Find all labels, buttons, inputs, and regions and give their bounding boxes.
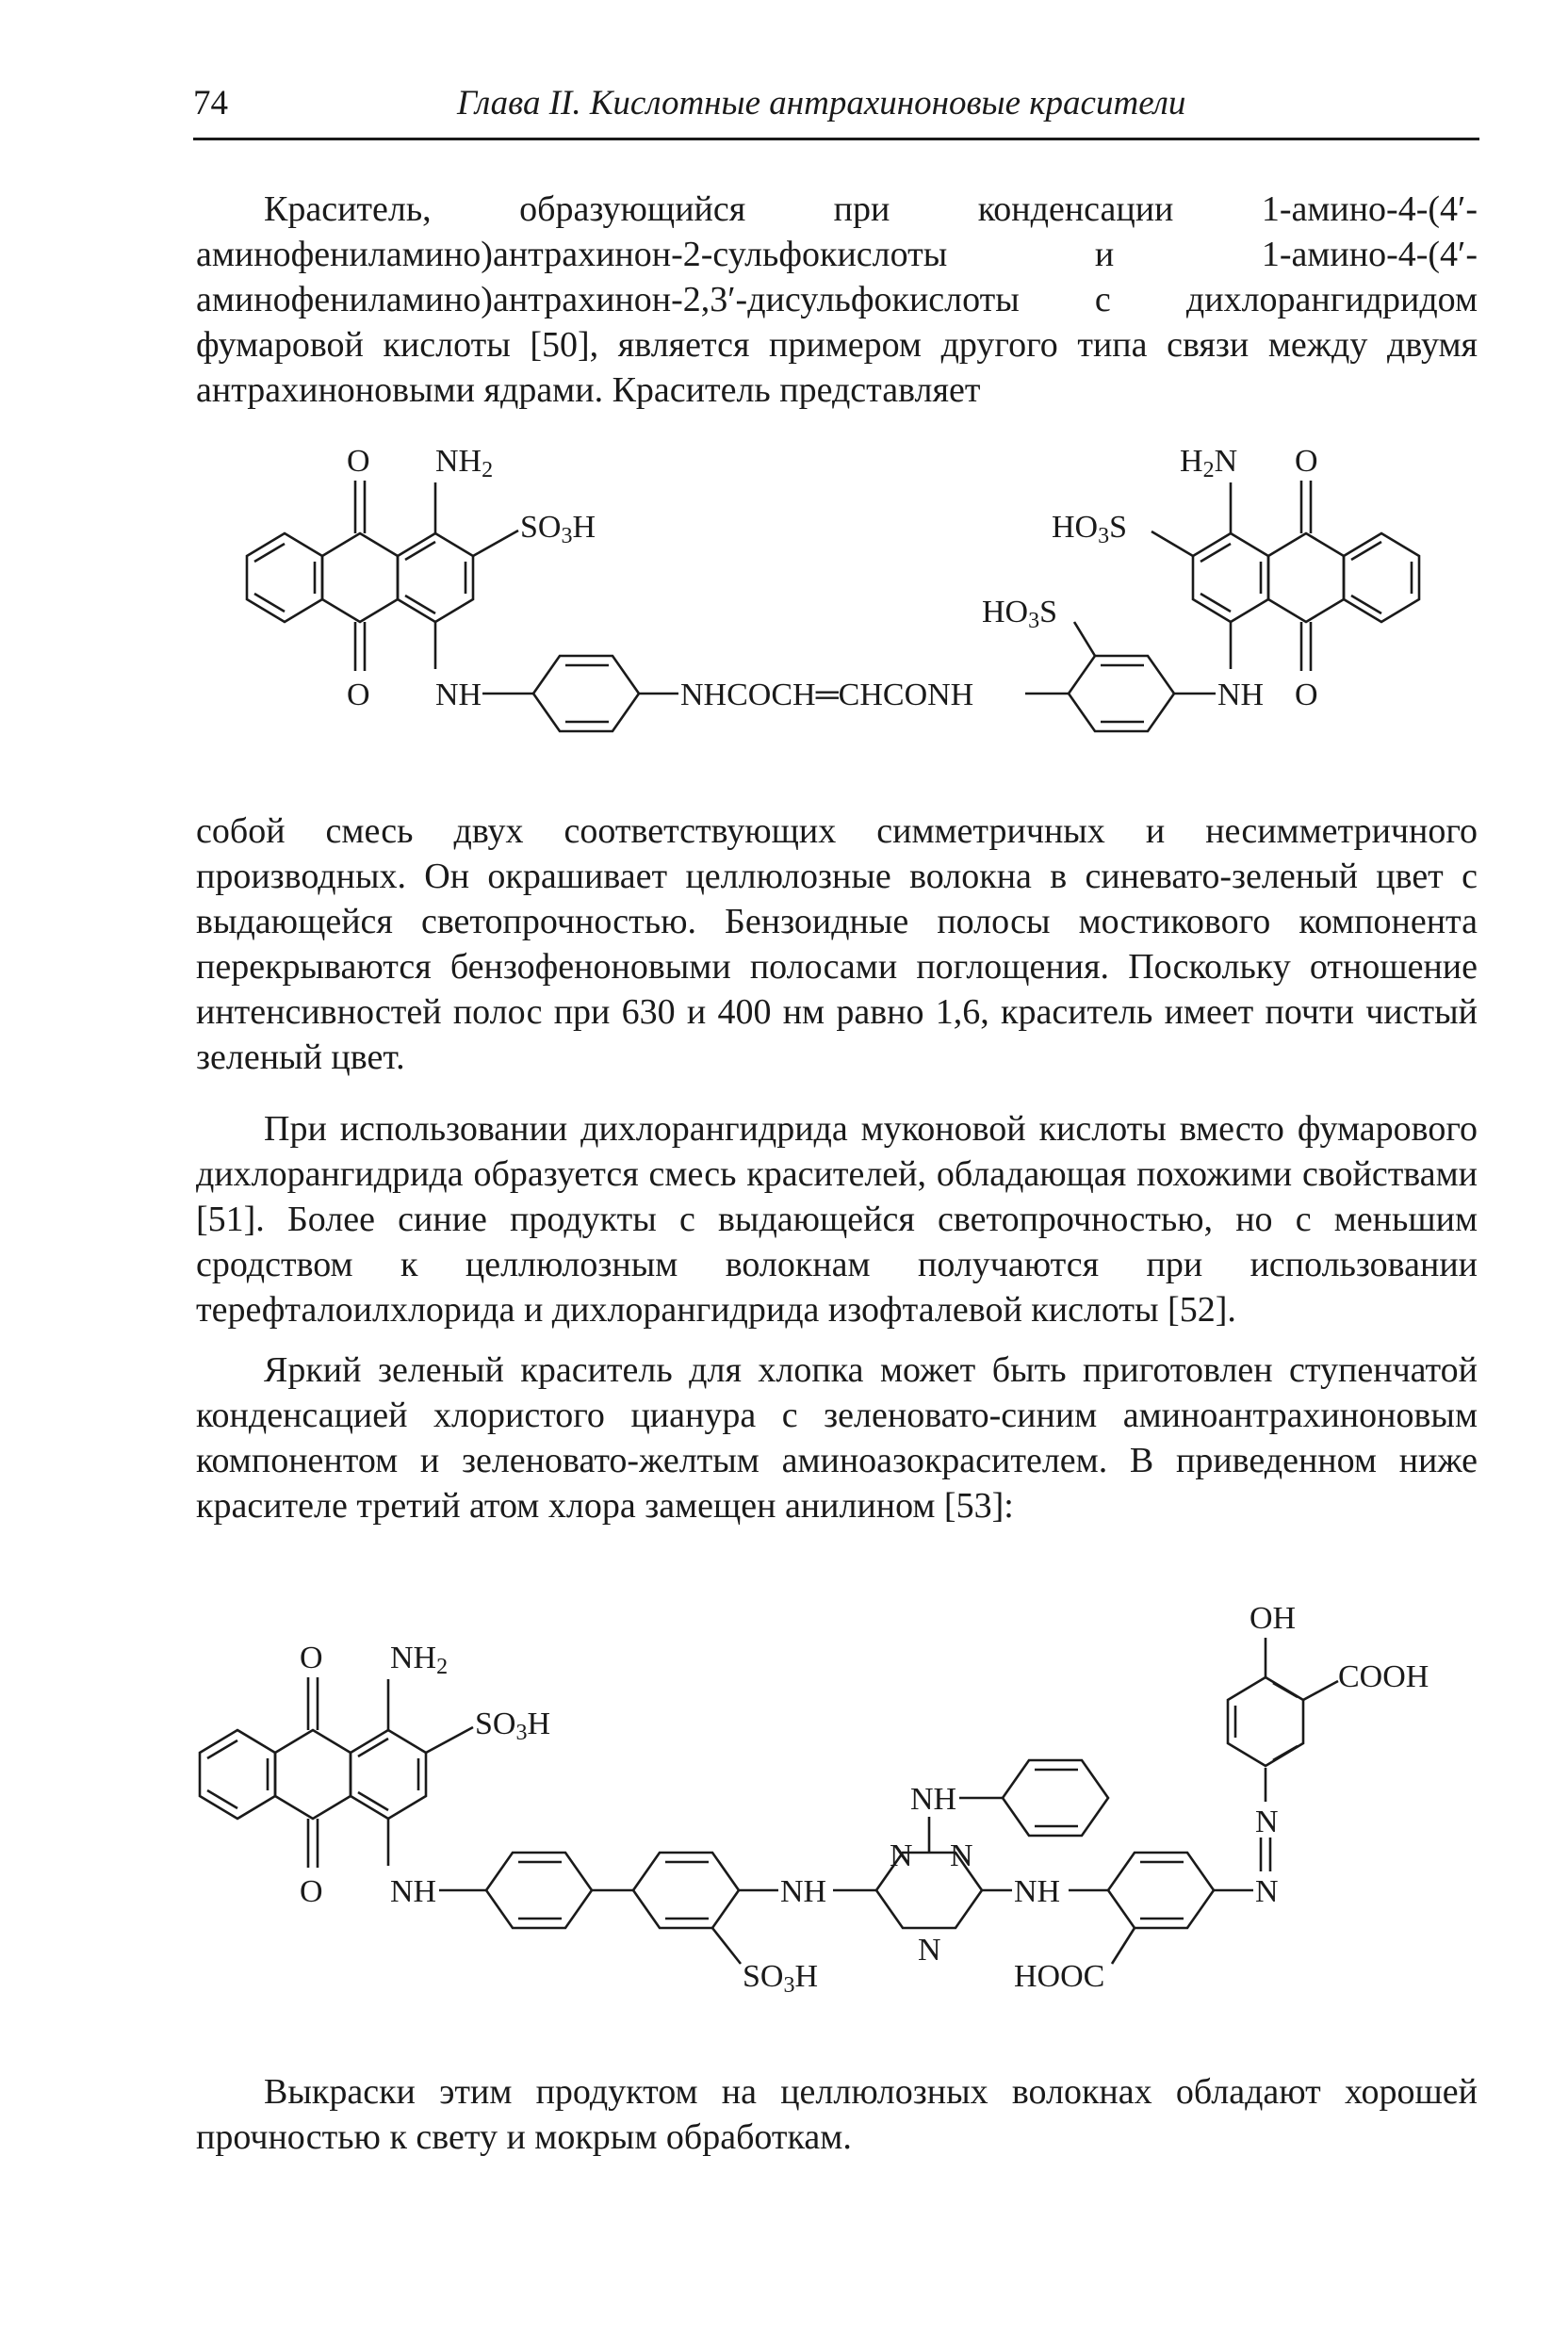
s1-nh2-left: NH2 (435, 444, 494, 482)
s2-hooc: HOOC (1014, 1959, 1105, 1994)
s1-ring-c-left (398, 533, 473, 622)
s1-ring-a-left (247, 533, 322, 622)
paragraph-1: Краситель, образующийся при конденсации 1-амино-4-(4′-аминофениламино)антрахинон-2-сульфокислоты и 1-амино-4-(4′-аминофениламино)антрахинон-2,3′-дисульфокислоты с дихлорангидридом фумаровой кислоты [50], является примером другого типа связи между двумя антрахиноновыми ядрами. Краситель представляет (196, 189, 1478, 410)
s1-nh-right: NH (1217, 678, 1265, 712)
s2-azo-n1: N (1255, 1805, 1279, 1839)
s2-triazine-n1: N (890, 1838, 913, 1873)
s2-nh-mid-left: NH (780, 1874, 827, 1909)
s1-phenylene-right (1069, 656, 1174, 731)
paragraph-4: Яркий зеленый краситель для хлопка может быть приготовлен ступенчатой конденсацией хлористого циануpa с зеленовато-синим аминоантрахиноновым компонентом и зеленовато-желтым аминоазокрасителем. В приведенном ниже красителе третий атом хлора замещен анилином [53]: (196, 1350, 1478, 1526)
s2-salicyl-ring (1228, 1677, 1303, 1766)
s2-biphenyl-ring-1 (486, 1853, 592, 1928)
page-number: 74 (193, 84, 228, 122)
s2-triazine-n2: N (950, 1838, 973, 1873)
s2-nh2: NH2 (390, 1641, 449, 1679)
s2-azo-n2: N (1255, 1874, 1279, 1909)
s2-benzoic-ring (1108, 1853, 1214, 1928)
s1-ho3s-mid: HO3S (982, 595, 1058, 633)
chemical-structure-2 (0, 1583, 1568, 2017)
s1-phenylene-left (533, 656, 639, 731)
s2-ring-c (351, 1730, 426, 1819)
s1-ring-a-right (1344, 533, 1419, 622)
s2-o-top: O (300, 1641, 323, 1675)
paragraph-3: При использовании дихлорангидрида муконовой кислоты вместо фумарового дихлорангидрида образуется смесь красителей, обладающая похожими свойствами [51]. Более синие продукты с выдающейся светопрочностью, но с меньшим сродством к целлюлозным волокнам получаются при использовании терефталоилхлорида и дихлорангидрида изофталевой кислоты [52]. (196, 1109, 1478, 1330)
s2-nh-left: NH (390, 1874, 437, 1909)
running-header (193, 83, 1475, 139)
s1-o-bottom-left: O (347, 678, 370, 712)
s2-biphenyl-ring-2 (633, 1853, 739, 1928)
header-rule (193, 138, 1479, 140)
running-title: Глава II. Кислотные антрахиноновые красители (457, 84, 1186, 122)
s1-ring-b-right (1268, 533, 1344, 622)
s1-nh-left: NH (435, 678, 482, 712)
s2-triazine-n3: N (918, 1933, 941, 1968)
s2-nh-mid-right: NH (1014, 1874, 1061, 1909)
s2-o-bottom: O (300, 1874, 323, 1909)
structure-2-drawing (0, 1583, 1568, 2017)
s2-ring-a (200, 1730, 275, 1819)
chemical-structure-1 (0, 433, 1568, 773)
s1-h2n-right: H2N (1180, 444, 1238, 482)
s1-o-bottom-right: O (1295, 678, 1318, 712)
s2-so3h-top: SO3H (475, 1707, 551, 1745)
s1-o-top-left: O (347, 444, 370, 479)
s2-anilino-ring (1003, 1760, 1108, 1836)
s1-ring-b-left (322, 533, 398, 622)
paragraph-2: собой смесь двух соответствующих симметричных и несимметричного производных. Он окрашивает целлюлозные волокна в синевато-зеленый цвет с выдающейся светопрочностью. Бензоидные полосы мостикового компонента перекрываются бензофеноновыми полосами поглощения. Поскольку отношение интенсивностей полос при 630 и 400 нм равно 1,6, краситель имеет почти чистый зеленый цвет. (196, 811, 1478, 1077)
s2-ring-b (275, 1730, 351, 1819)
s2-oh: OH (1250, 1601, 1297, 1636)
s2-so3h-bottom: SO3H (743, 1959, 819, 1998)
s1-ho3s-top: HO3S (1052, 510, 1128, 548)
paragraph-5: Выкраски этим продуктом на целлюлозных волокнах обладают хорошей прочностью к свету и мокрым обработкам. (196, 2072, 1478, 2157)
s1-o-top-right: O (1295, 444, 1318, 479)
s2-nh-anilino: NH (910, 1782, 957, 1817)
s1-bridge: NHCOCH═CHCONH (680, 678, 974, 712)
s1-ring-c-right (1193, 533, 1268, 622)
s1-so3h-left: SO3H (520, 510, 596, 548)
s2-cooh: COOH (1338, 1659, 1429, 1694)
structure-1-drawing (0, 433, 1568, 773)
